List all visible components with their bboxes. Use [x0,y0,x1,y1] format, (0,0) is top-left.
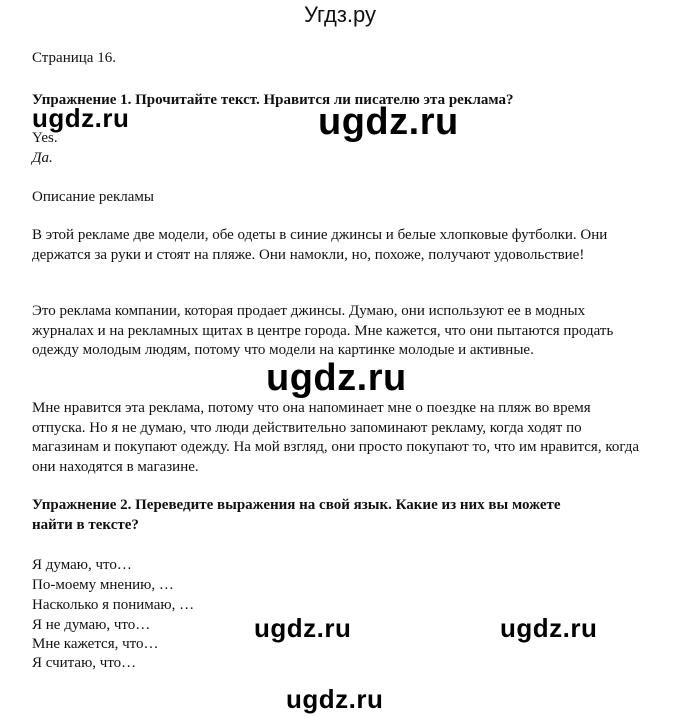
exercise-2-heading: Упражнение 2. Переведите выражения на свой язык. Какие из них вы можете найти в тексте? [32,497,561,533]
answer-russian: Да. [32,150,53,166]
paragraph-2: Это реклама компании, которая продает джинсы. Думаю, они используют ее в модных журналах и на рекламных щитах в центре города. Мне кажется, что они пытаются продать одежду молодым людям, потому что модели на картинке молодые и активные. [32,303,614,358]
watermark-text: ugdz.ru [254,613,352,643]
section-title: Описание рекламы [32,189,155,205]
watermark-text: ugdz.ru [318,101,459,143]
phrase-item: Насколько я понимаю, … [32,597,195,613]
phrase-item: Я думаю, что… [32,557,132,573]
paragraph-3: Мне нравится эта реклама, потому что она напоминает мне о поездке на пляж во время отпуска. Но я не думаю, что люди действительно запоминают рекламу, когда ходят по магазинам и покупают одежду. На мой взгляд, они просто покупают то, что им нравится, когда они находятся в магазине. [32,400,640,475]
watermark-text: ugdz.ru [500,613,598,643]
watermark-text: ugdz.ru [286,684,384,714]
watermark-text: ugdz.ru [266,357,407,399]
phrase-item: Мне кажется, что… [32,636,159,652]
watermark-text: ugdz.ru [32,103,130,133]
answer-english: Yes. [32,130,58,146]
page-label: Страница 16. [32,50,116,66]
site-title: Угдз.ру [303,2,377,27]
phrase-item: Я считаю, что… [32,655,137,671]
paragraph-1: В этой рекламе две модели, обе одеты в синие джинсы и белые хлопковые футболки. Они держатся за руки и стоят на пляже. Они намокли, но, похоже, получают удовольствие! [32,227,608,263]
phrase-item: Я не думаю, что… [32,617,151,633]
exercise-1-heading: Упражнение 1. Прочитайте текст. Нравится ли писателю эта реклама? [32,92,514,108]
phrase-item: По-моему мнению, … [32,577,174,593]
